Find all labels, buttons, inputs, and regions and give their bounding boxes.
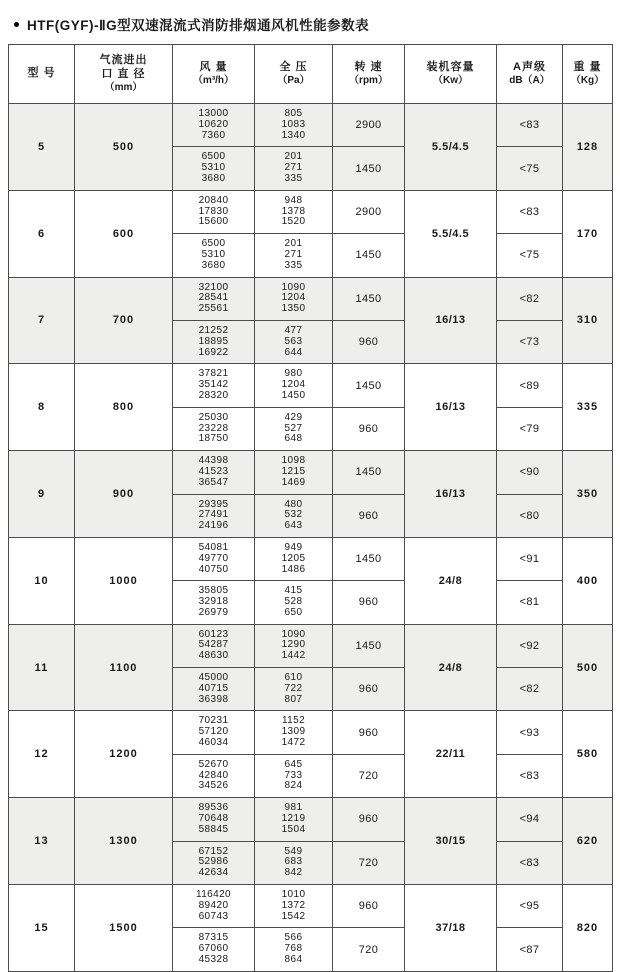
cell-rpm: 1450 (333, 537, 405, 580)
table-row (9, 190, 613, 233)
cell-pressure: 1098 1215 1469 (255, 451, 333, 494)
cell-flow: 35805 32918 26979 (173, 581, 255, 624)
cell-diameter: 800 (75, 364, 173, 451)
cell-noise: <79 (497, 407, 563, 450)
header-diameter (75, 45, 173, 104)
cell-rpm: 1450 (333, 147, 405, 190)
cell-pressure: 566 768 864 (255, 928, 333, 971)
cell-flow: 54081 49770 40750 (173, 537, 255, 580)
cell-noise: <75 (497, 234, 563, 277)
cell-flow: 70231 57120 46034 (173, 711, 255, 754)
cell-diameter: 1000 (75, 537, 173, 624)
cell-model: 11 (9, 624, 75, 711)
bullet-icon (14, 22, 19, 27)
cell-noise: <83 (497, 754, 563, 797)
cell-weight: 350 (563, 451, 613, 538)
cell-rpm: 2900 (333, 190, 405, 233)
cell-pressure: 645 733 824 (255, 754, 333, 797)
cell-pressure: 477 563 644 (255, 320, 333, 363)
cell-noise: <93 (497, 711, 563, 754)
cell-pressure: 948 1378 1520 (255, 190, 333, 233)
cell-power: 5.5/4.5 (405, 190, 497, 277)
cell-rpm: 960 (333, 494, 405, 537)
header-diameter-line2: 口 直 径 (101, 67, 146, 80)
cell-model: 9 (9, 451, 75, 538)
cell-diameter: 500 (75, 104, 173, 191)
header-diameter-line1: 气流进出 (99, 54, 148, 66)
cell-rpm: 960 (333, 885, 405, 928)
cell-flow: 87315 67060 45328 (173, 928, 255, 971)
cell-pressure: 480 532 643 (255, 494, 333, 537)
cell-pressure: 949 1205 1486 (255, 537, 333, 580)
cell-noise: <87 (497, 928, 563, 971)
cell-power: 16/13 (405, 451, 497, 538)
cell-pressure: 201 271 335 (255, 147, 333, 190)
cell-model: 12 (9, 711, 75, 798)
cell-pressure: 549 683 842 (255, 841, 333, 884)
cell-rpm: 2900 (333, 104, 405, 147)
cell-pressure: 201 271 335 (255, 234, 333, 277)
cell-noise: <82 (497, 277, 563, 320)
cell-pressure: 610 722 807 (255, 668, 333, 711)
cell-flow: 6500 5310 3680 (173, 147, 255, 190)
cell-weight: 170 (563, 190, 613, 277)
header-rpm (333, 45, 405, 104)
table-row (9, 798, 613, 841)
cell-pressure: 981 1219 1504 (255, 798, 333, 841)
header-noise (497, 45, 563, 104)
cell-rpm: 960 (333, 407, 405, 450)
header-noise-unit: dB（A） (509, 74, 550, 86)
cell-model: 10 (9, 537, 75, 624)
cell-model: 5 (9, 104, 75, 191)
cell-power: 16/13 (405, 364, 497, 451)
cell-flow: 21252 18895 16922 (173, 320, 255, 363)
cell-noise: <90 (497, 451, 563, 494)
cell-weight: 310 (563, 277, 613, 364)
cell-noise: <83 (497, 104, 563, 147)
cell-flow: 45000 40715 36398 (173, 668, 255, 711)
cell-power: 30/15 (405, 798, 497, 885)
cell-pressure: 415 528 650 (255, 581, 333, 624)
cell-power: 37/18 (405, 885, 497, 972)
cell-rpm: 960 (333, 668, 405, 711)
cell-pressure: 980 1204 1450 (255, 364, 333, 407)
cell-diameter: 1100 (75, 624, 173, 711)
cell-pressure: 429 527 648 (255, 407, 333, 450)
table-row (9, 711, 613, 754)
header-noise-label: A声级 (513, 60, 546, 73)
cell-diameter: 1500 (75, 885, 173, 972)
header-rpm-unit: （rpm） (349, 74, 388, 86)
cell-pressure: 1090 1204 1350 (255, 277, 333, 320)
header-weight (563, 45, 613, 104)
cell-noise: <80 (497, 494, 563, 537)
cell-power: 24/8 (405, 624, 497, 711)
header-model (9, 45, 75, 104)
cell-rpm: 1450 (333, 277, 405, 320)
page-title-text: HTF(GYF)-ⅡG型双速混流式消防排烟通风机性能参数表 (27, 18, 370, 33)
cell-power: 16/13 (405, 277, 497, 364)
cell-diameter: 1200 (75, 711, 173, 798)
cell-model: 13 (9, 798, 75, 885)
header-pressure (255, 45, 333, 104)
header-pressure-label: 全 压 (279, 60, 308, 73)
header-power-unit: （Kw） (433, 74, 468, 86)
table-body (9, 104, 613, 972)
cell-model: 7 (9, 277, 75, 364)
header-row (9, 45, 613, 104)
cell-weight: 820 (563, 885, 613, 972)
cell-noise: <83 (497, 841, 563, 884)
cell-weight: 128 (563, 104, 613, 191)
cell-flow: 37821 35142 28320 (173, 364, 255, 407)
cell-flow: 44398 41523 36547 (173, 451, 255, 494)
cell-pressure: 805 1083 1340 (255, 104, 333, 147)
header-power (405, 45, 497, 104)
cell-diameter: 700 (75, 277, 173, 364)
cell-pressure: 1090 1290 1442 (255, 624, 333, 667)
cell-weight: 400 (563, 537, 613, 624)
cell-noise: <82 (497, 668, 563, 711)
cell-diameter: 1300 (75, 798, 173, 885)
cell-flow: 25030 23228 18750 (173, 407, 255, 450)
cell-pressure: 1010 1372 1542 (255, 885, 333, 928)
cell-rpm: 1450 (333, 234, 405, 277)
spec-table (8, 44, 613, 972)
cell-rpm: 960 (333, 711, 405, 754)
header-flow-label: 风 量 (199, 60, 228, 73)
cell-flow: 89536 70648 58845 (173, 798, 255, 841)
cell-noise: <73 (497, 320, 563, 363)
header-flow (173, 45, 255, 104)
cell-model: 8 (9, 364, 75, 451)
cell-flow: 6500 5310 3680 (173, 234, 255, 277)
cell-noise: <75 (497, 147, 563, 190)
cell-noise: <91 (497, 537, 563, 580)
header-model-label: 型 号 (27, 67, 56, 80)
page-title (8, 10, 612, 44)
cell-flow: 116420 89420 60743 (173, 885, 255, 928)
cell-flow: 67152 52986 42634 (173, 841, 255, 884)
cell-noise: <94 (497, 798, 563, 841)
table-row (9, 451, 613, 494)
cell-weight: 580 (563, 711, 613, 798)
table-row (9, 624, 613, 667)
cell-flow: 20840 17830 15600 (173, 190, 255, 233)
table-row (9, 277, 613, 320)
cell-weight: 500 (563, 624, 613, 711)
cell-rpm: 1450 (333, 451, 405, 494)
cell-rpm: 720 (333, 754, 405, 797)
cell-model: 6 (9, 190, 75, 277)
cell-noise: <89 (497, 364, 563, 407)
cell-diameter: 600 (75, 190, 173, 277)
cell-model: 15 (9, 885, 75, 972)
cell-rpm: 720 (333, 928, 405, 971)
cell-rpm: 960 (333, 320, 405, 363)
cell-noise: <95 (497, 885, 563, 928)
table-row (9, 885, 613, 928)
table-header (9, 45, 613, 104)
cell-power: 24/8 (405, 537, 497, 624)
cell-power: 5.5/4.5 (405, 104, 497, 191)
cell-flow: 29395 27491 24196 (173, 494, 255, 537)
cell-noise: <92 (497, 624, 563, 667)
table-row (9, 364, 613, 407)
header-power-label: 装机容量 (426, 60, 475, 73)
cell-rpm: 960 (333, 798, 405, 841)
cell-noise: <83 (497, 190, 563, 233)
cell-rpm: 720 (333, 841, 405, 884)
header-pressure-unit: （Pa） (277, 74, 310, 86)
header-diameter-unit: （mm） (104, 81, 143, 93)
cell-flow: 32100 28541 25561 (173, 277, 255, 320)
cell-diameter: 900 (75, 451, 173, 538)
header-flow-unit: （m³/h） (192, 74, 235, 86)
cell-power: 22/11 (405, 711, 497, 798)
header-rpm-label: 转 速 (354, 60, 383, 73)
cell-pressure: 1152 1309 1472 (255, 711, 333, 754)
header-weight-label: 重 量 (573, 60, 602, 73)
cell-rpm: 960 (333, 581, 405, 624)
cell-rpm: 1450 (333, 364, 405, 407)
cell-flow: 52670 42840 34526 (173, 754, 255, 797)
cell-flow: 13000 10620 7360 (173, 104, 255, 147)
cell-noise: <81 (497, 581, 563, 624)
table-row (9, 537, 613, 580)
cell-weight: 620 (563, 798, 613, 885)
cell-flow: 60123 54287 48630 (173, 624, 255, 667)
cell-weight: 335 (563, 364, 613, 451)
cell-rpm: 1450 (333, 624, 405, 667)
table-row (9, 104, 613, 147)
header-weight-unit: （Kg） (570, 74, 605, 86)
